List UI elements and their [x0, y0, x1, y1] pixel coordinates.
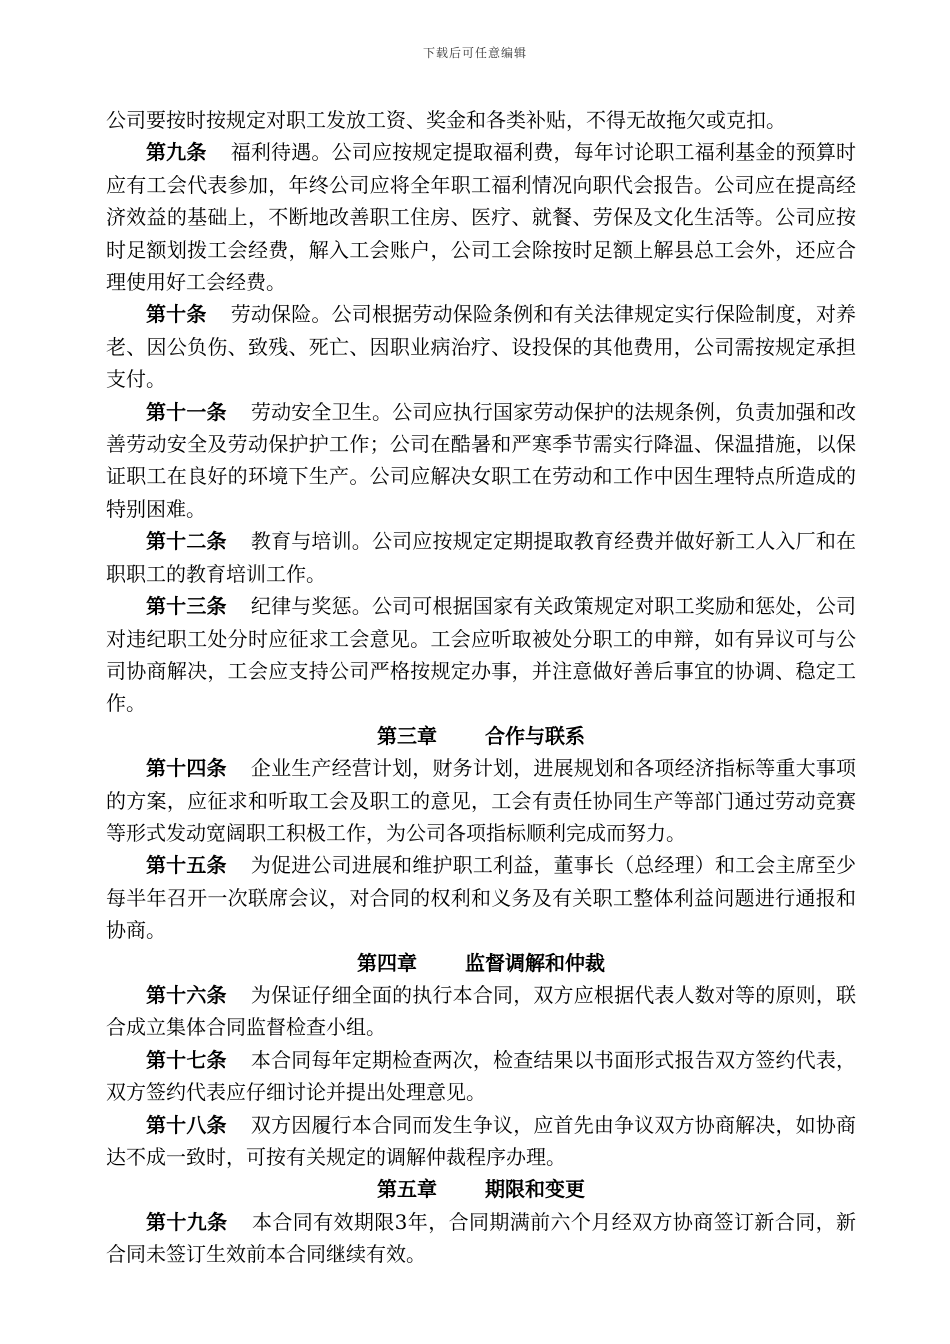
chapter-3-heading	[106, 720, 856, 752]
article-text: 为促进公司进展和维护职工利益，董事长（总经理）和工会主席至少每半年召开一次联席会议，对合同的权利和义务及有关职工整体利益问题进行通报和协商。	[106, 853, 857, 943]
article-14	[106, 752, 856, 849]
article-text: 为保证仔细全面的执行本合同，双方应根据代表人数对等的原则，联合成立集体合同监督检查小组。	[106, 982, 857, 1040]
article-12	[106, 525, 856, 590]
article-text: 纪律与奖惩。公司可根据国家有关政策规定对职工奖励和惩处，公司对违纪职工处分时应征求工会意见。工会应听取被处分职工的申辩，如有异议可与公司协商解决，工会应支持公司严格按规定办事，并注意做好善后事宜的协调、稳定工作。	[106, 594, 857, 716]
article-17	[106, 1044, 856, 1109]
article-text: 双方因履行本合同而发生争议，应首先由争议双方协商解决，如协商达不成一致时，可按有关规定的调解仲裁程序办理。	[106, 1112, 857, 1169]
paragraph-text: 公司要按时按规定对职工发放工资、奖金和各类补贴，不得无故拖欠或克扣。	[106, 108, 786, 132]
article-19	[106, 1206, 856, 1271]
article-number: 第十五条	[146, 853, 227, 878]
article-15	[106, 849, 856, 946]
document-body	[106, 104, 856, 1271]
article-text: 劳动保险。公司根据劳动保险条例和有关法律规定实行保险制度，对养老、因公负伤、致残、死亡、因职业病治疗、设投保的其他费用，公司需按规定承担支付。	[106, 302, 857, 392]
chapter-number: 第三章	[377, 723, 437, 748]
article-number: 第十六条	[146, 982, 227, 1007]
article-number: 第十九条	[146, 1209, 228, 1234]
article-number: 第九条	[146, 140, 207, 165]
article-number: 第十四条	[146, 756, 227, 781]
article-9	[106, 136, 856, 298]
article-11	[106, 396, 856, 526]
article-number: 第十条	[146, 302, 207, 327]
chapter-number: 第四章	[357, 950, 417, 975]
article-number: 第十二条	[146, 529, 227, 554]
article-13	[106, 590, 856, 720]
chapter-number: 第五章	[377, 1177, 437, 1202]
chapter-4-heading	[106, 947, 856, 979]
article-text: 福利待遇。公司应按规定提取福利费，每年讨论职工福利基金的预算时应有工会代表参加，年终公司应将全年职工福利情况向职代会报告。公司应在提高经济效益的基础上，不断地改善职工住房、医疗、就餐、劳保及文化生活等。公司应按时足额划拨工会经费，解入工会账户，公司工会除按时足额上解县总工会外，还应合理使用好工会经费。	[106, 140, 857, 295]
chapter-title: 期限和变更	[485, 1177, 585, 1202]
chapter-title: 合作与联系	[485, 723, 585, 748]
article-number: 第十三条	[146, 594, 227, 619]
article-text: 本合同每年定期检查两次，检查结果以书面形式报告双方签约代表，双方签约代表应仔细讨论并提出处理意见。	[106, 1047, 857, 1105]
article-text: 劳动安全卫生。公司应执行国家劳动保护的法规条例，负责加强和改善劳动安全及劳动保护护工作；公司在酷暑和严寒季节需实行降温、保温措施，以保证职工在良好的环境下生产。公司应解决女职工在劳动和工作中因生理特点所造成的特别困难。	[106, 399, 857, 521]
article-18	[106, 1109, 856, 1174]
article-16	[106, 979, 856, 1044]
article-10	[106, 298, 856, 395]
article-number: 第十一条	[146, 399, 227, 424]
article-number: 第十八条	[146, 1112, 227, 1137]
article-text: 企业生产经营计划，财务计划，进展规划和各项经济指标等重大事项的方案，应征求和听取工会及职工的意见，工会有责任协同生产等部门通过劳动竞赛等形式发动宽阔职工积极工作，为公司各项指标顺利完成而努力。	[106, 756, 857, 845]
chapter-title: 监督调解和仲裁	[465, 950, 605, 975]
article-text: 教育与培训。公司应按规定定期提取教育经费并做好新工人入厂和在职职工的教育培训工作。	[106, 529, 857, 586]
chapter-5-heading	[106, 1173, 856, 1205]
article-number: 第十七条	[146, 1047, 227, 1072]
page-header: 下载后可任意编辑	[422, 46, 527, 60]
article-text: 本合同有效期限3年，合同期满前六个月经双方协商签订新合同，新合同未签订生效前本合同继续有效。	[106, 1209, 856, 1267]
paragraph-continuation	[106, 104, 856, 136]
